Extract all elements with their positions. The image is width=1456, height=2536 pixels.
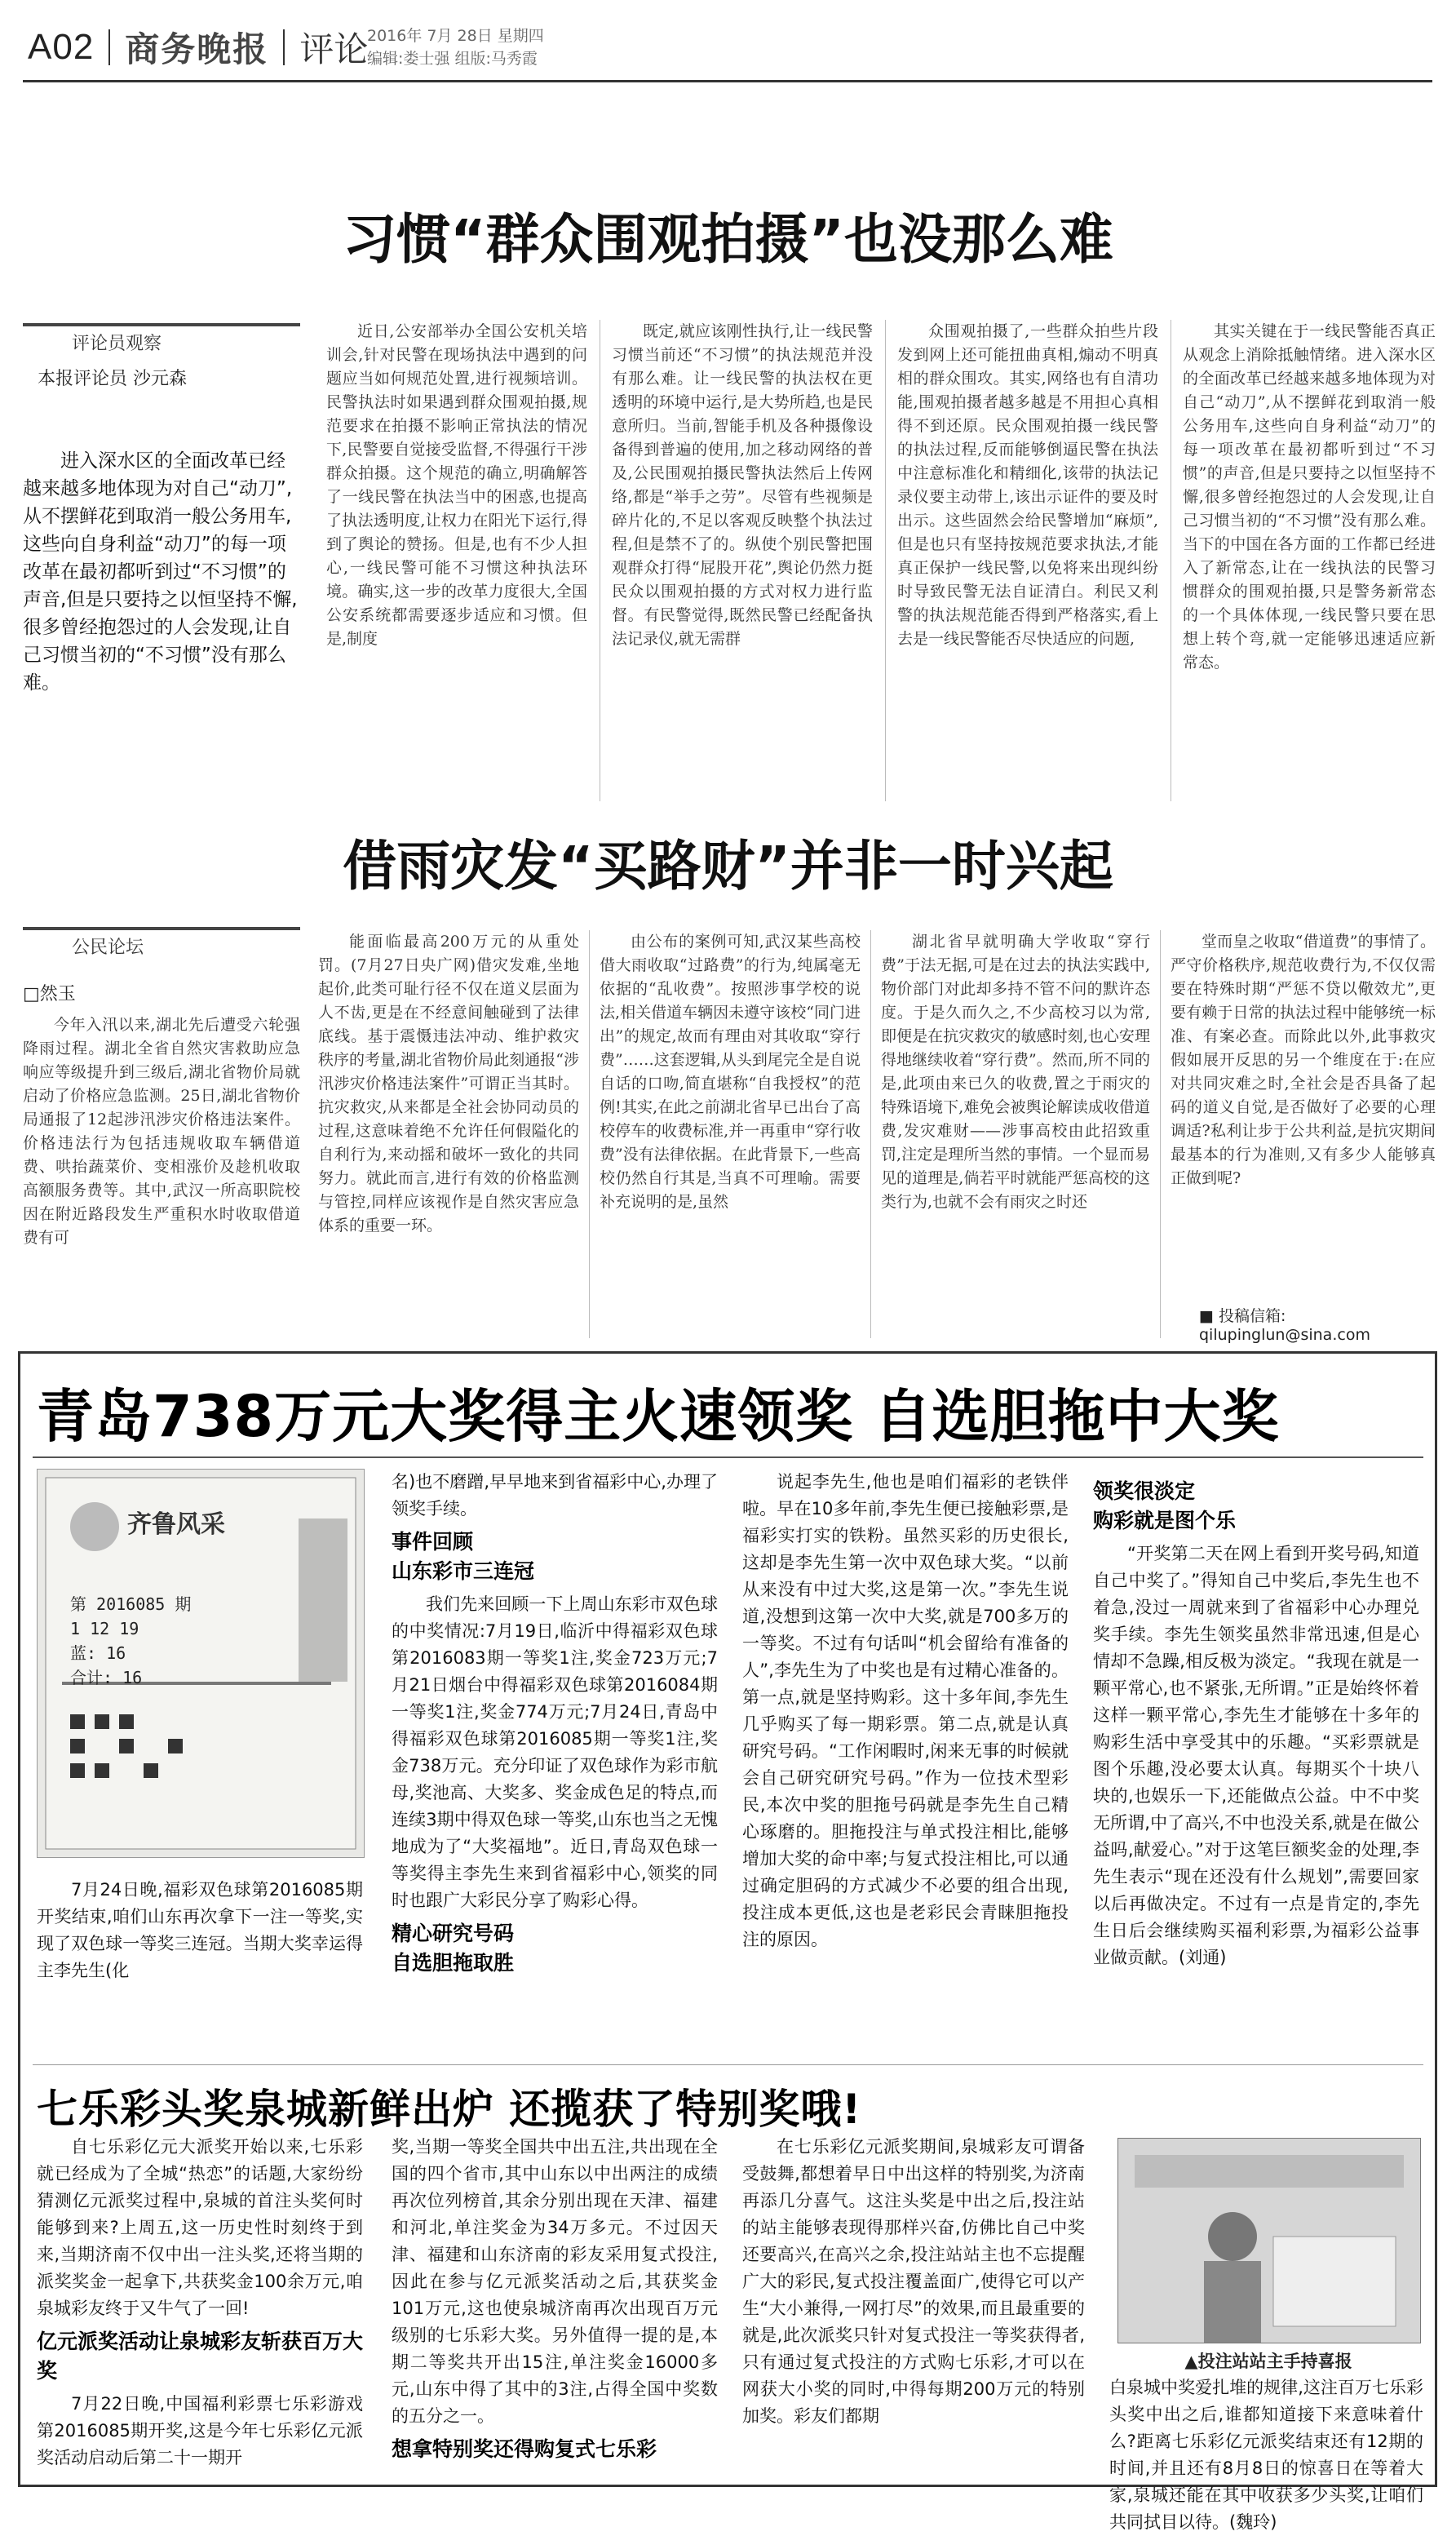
subhead: 亿元派奖活动让泉城彩友斩获百万大奖 (37, 2330, 364, 2383)
column-rule (870, 930, 871, 1338)
page-number: A02 (28, 27, 95, 67)
masthead (28, 23, 368, 72)
lottery2-column-3 (742, 2134, 1085, 2481)
winner-photo (1117, 2138, 1421, 2343)
paragraph: 湖北省早就明确大学收取“穿行费”于法无据,可是在过去的执法实践中,物价部门对此却多持不管不问的默许态度。于是久而久之,不少高校习以为常,即便是在抗灾救灾的敏感时刻,也心安理得地继续收着“穿行费”。然而,所不同的是,此项由来已久的收费,置之于雨灾的特殊语境下,难免会被舆论解读成收借道费,发灾难财——涉事高校由此招致重罚,注定是理所当然的事情。一个显而易见的道理是,倘若平时就能严惩高校的这类行为,也就不会有雨灾之时还 (881, 933, 1150, 1211)
lottery-ticket-image (37, 1469, 365, 1858)
column-rule (885, 320, 886, 801)
paragraph: “开奖第二天在网上看到开奖号码,知道自己中奖了。”得知自己中奖后,李先生也不着急,没过一周就来到了省福彩中心办理兑奖手续。李先生领奖虽然非常迅速,但是心情却不急躁,相反极为淡定。“我现在就是一颗平常心,也不紧张,无所谓。”正是始终怀着这样一颗平常心,李先生才能够在十多年的购彩生活中享受其中的乐趣。“买彩票就是图个乐趣,没必要太认真。每期买个十块八块的,也娱乐一下,还能做点公益。中不中奖无所谓,中了高兴,不中也没关系,就是在做公益吗,献爱心。”对于这笔巨额奖金的处理,李先生表示“现在还没有什么规划”,需要回家以后再做决定。不过有一点是肯定的,李先生日后会继续购买福利彩票,为福彩公益事业做贡献。(刘通) (1093, 1544, 1419, 1967)
paragraph: 白泉城中奖爱扎堆的规律,这注百万七乐彩头奖中出之后,谁都知道接下来意味着什么?距离七乐彩亿元派奖结束还有12期的时间,并且还有8月8日的惊喜日在等着大家,泉城还能在其中收获多少头奖,让咱们共同拭目以待。(魏玲) (1109, 2378, 1423, 2532)
paragraph: 奖,当期一等奖全国共中出五注,共出现在全国的四个省市,其中山东以中出两注的成绩再次位列榜首,其余分别出现在天津、福建和河北,单注奖金为34万多元。不过因天津、福建和山东济南的彩友采用复式投注,因此在参与亿元派奖活动之后,其获奖金101万元,这也使泉城济南再次出现百万元级别的七乐彩大奖。另外值得一提的是,本期二等奖共开出15注,单注奖金16000多元,山东中得了其中的3注,占得全国中奖数的五分之一。 (392, 2137, 718, 2426)
ticket-title: 齐鲁风采 (127, 1510, 225, 1539)
masthead-rule (23, 80, 1432, 82)
lottery2-column-2 (392, 2134, 718, 2481)
lottery2-column-1 (37, 2134, 363, 2481)
paragraph: 堂而皇之收取“借道费”的事情了。严守价格秩序,规范收费行为,不仅仅需要在特殊时期“严惩不贷以儆效尤”,更要有赖于日常的执法过程中能够统一标准、有案必查。而除此以外,此事救灾假如展开反思的另一个维度在于:在应对共同灾难之时,全社会是否具备了起码的道义自觉,是否做好了必要的心理调适?私利让步于公共利益,是抗灾期间最基本的行为准则,又有多少人能够真正做到呢? (1171, 933, 1436, 1187)
article1-headline: 习惯“群众围观拍摄”也没那么难 (343, 208, 1113, 271)
paragraph: 7月22日晚,中国福利彩票七乐彩游戏第2016085期开奖,这是今年七乐彩亿元派奖活动启动后第二十一期开 (37, 2394, 363, 2467)
article2-sidebar (23, 927, 300, 1348)
column-name: 公民论坛 (23, 927, 300, 962)
ticket-line: 第 2016085 期 (70, 1594, 192, 1614)
lottery2-column-4 (1109, 2374, 1423, 2532)
article1-column-4 (1183, 320, 1436, 809)
paragraph: 说起李先生,他也是咱们福彩的老铁伴啦。早在10多年前,李先生便已接触彩票,是福彩实打实的铁粉。虽然买彩的历史很长,这却是李先生第一次中双色球大奖。“以前从来没有中过大奖,这是第一次。”李先生说道,没想到这第一次中大奖,就是700多万的一等奖。不过有句话叫“机会留给有准备的人”,李先生为了中奖也是有过精心准备的。第一点,就是坚持购彩。这十多年间,李先生几乎购买了每一期彩票。第二点,就是认真研究号码。“工作闲暇时,闲来无事的时候就会自己研究研究号码。”作为一位技术型彩民,本次中奖的胆拖号码就是李先生自己精心琢磨的。胆拖投注与单式投注相比,能够增加大奖的命中率;与复式投注相比,可以通过确定胆码的方式减少不必要的组合出现,投注成本更低,这也是老彩民会青睐胆拖投注的原因。 (742, 1472, 1069, 1949)
article2-column-1 (23, 1013, 300, 1348)
ticket-line: 蓝: 16 (70, 1643, 126, 1663)
paragraph: 自七乐彩亿元大派奖开始以来,七乐彩就已经成为了全城“热恋”的话题,大家纷纷猜测亿元派奖过程中,泉城的首注头奖何时能够到来?上周五,这一历史性时刻终于到来,当期济南不仅中出一注头奖,还将当期的派奖奖金一起拿下,共获奖金100余万元,咱泉城彩友终于又牛气了一回! (37, 2137, 363, 2318)
person-icon (1208, 2212, 1257, 2261)
paragraph: 在七乐彩亿元派奖期间,泉城彩友可谓备受鼓舞,都想着早日中出这样的特别奖,为济南再添几分喜气。这注头奖是中出之后,投注站的站主能够表现得那样兴奋,仿佛比自己中奖还要高兴,在高兴之余,投注站站主也不忘提醒广大的彩民,复式投注覆盖面广,使得它可以产生“大小兼得,一网打尽”的效果,而且最重要的就是,此次派奖只针对复式投注一等奖获得者,只有通过复式投注的方式购七乐彩,才可以在网获大小奖的同时,中得每期200万元的特别加奖。彩友们都期 (742, 2137, 1085, 2426)
editors: 编辑:娄士强 组版:马秀霞 (367, 50, 538, 68)
subhead: 事件回顾 山东彩市三连冠 (392, 1530, 535, 1583)
issue-date: 2016年 7月 28日 星期四 (367, 27, 544, 45)
paragraph: 众围观拍摄了,一些群众拍些片段发到网上还可能扭曲真相,煽动不明真相的群众围攻。其实,网络也有自清功能,围观拍摄者越多越是不用担心真相得不到还原。民众围观拍摄一线民警的执法过程,反而能够倒逼民警在执法中注意标准化和精细化,该带的执法记录仪要主动带上,该出示证件的要及时出示。这些固然会给民警增加“麻烦”,但是也只有坚持按规范要求执法,才能真正保护一线民警,以免将来出现纠纷时导致民警无法自证清白。利民又利警的执法规范能否得到严格落实,看上去是一线民警能否尽快适应的问题, (897, 322, 1158, 648)
article1-column-2 (612, 320, 873, 809)
contact-email[interactable]: qilupinglun@sina.com (1199, 1326, 1370, 1344)
divider (108, 29, 110, 65)
newspaper-logo: 商务晚报 (125, 29, 269, 69)
paragraph: 7月24日晚,福彩双色球第2016085期开奖结束,咱们山东再次拿下一注一等奖,实现了双色球一等奖三连冠。当期大奖幸运得主李先生(化 (37, 1880, 363, 1980)
section-rule (33, 2064, 1423, 2065)
paragraph: 我们先来回顾一下上周山东彩市双色球的中奖情况:7月19日,临沂中得福彩双色球第2016083期一等奖1注,奖金723万元;7月21日烟台中得福彩双色球第2016084期一等奖1注,奖金774万元;7月24日,青岛中得福彩双色球第2016085期一等奖1注,奖金738万元。充分印证了双色球作为彩市航母,奖池高、大奖多、奖金成色足的特点,而连续3期中得双色球一等奖,山东也当之无愧地成为了“大奖福地”。近日,青岛双色球一等奖得主李先生来到省福彩中心,领奖的同时也跟广大彩民分享了购彩心得。 (392, 1594, 718, 1910)
byline: □然玉 (23, 984, 76, 1004)
section-name: 评论 (299, 29, 369, 69)
divider (283, 29, 285, 65)
ticket-lines (70, 1592, 191, 1690)
article2-column-2 (318, 930, 579, 1338)
headline-rule (33, 1456, 1423, 1458)
column-rule (589, 930, 590, 1338)
paragraph: 名)也不磨蹭,早早地来到省福彩中心,办理了领奖手续。 (392, 1472, 718, 1518)
article1-sidebar (23, 323, 300, 697)
ticket-line: 1 12 19 (70, 1619, 139, 1638)
paragraph: 其实关键在于一线民警能否真正从观念上消除抵触情绪。进入深水区的全面改革已经越来越多地体现为对自己“动刀”,从不摆鲜花到取消一般公务用车,这些向自身利益“动刀”的每一项改革在最初都听到过“不习惯”的声音,但是只要持之以恒坚持不懈,很多曾经抱怨过的人会发现,让自己习惯当初的“不习惯”没有那么难。当下的中国在各方面的工作都已经进入了新常态,让在一线执法的民警习惯群众的围观拍摄,只是警务新常态的一个具体体现,一线民警只要在思想上转个弯,就一定能够迅速适应新常态。 (1183, 322, 1436, 672)
lottery2-headline: 七乐彩头奖泉城新鲜出炉 还揽获了特别奖哦! (37, 2086, 862, 2133)
column-rule (1160, 930, 1161, 1338)
lottery1-column-4 (1093, 1477, 1419, 2048)
ticket-line: 合计: 16 (70, 1668, 143, 1687)
paragraph: 今年入汛以来,湖北先后遭受六轮强降雨过程。湖北全省自然灾害救助应急响应等级提升到三级后,湖北省物价局就启动了价格应急监测。25日,湖北省物价局通报了12起涉汛涉灾价格违法案件。价格违法行为包括违规收取车辆借道费、哄抬蔬菜价、变相涨价及趁机收取高额服务费等。其中,武汉一所高职院校因在附近路段发生严重积水时收取借道费有可 (23, 1016, 300, 1247)
photo-graphic (1118, 2139, 1420, 2343)
paragraph: 能面临最高200万元的从重处罚。(7月27日央广网)借灾发难,坐地起价,此类可耻行径不仅在道义层面为人不齿,更是在不经意间触碰到了法律底线。基于震慑违法冲动、维护救灾秩序的考量,湖北省物价局此刻通报“涉汛涉灾价格违法案件”可谓正当其时。抗灾救灾,从来都是全社会协同动员的过程,这意味着绝不允许任何假隘化的自利行为,来动摇和破坏一致化的共同努力。就此而言,进行有效的价格监测与管控,同样应该视作是自然灾害应急体系的重要一环。 (318, 933, 579, 1235)
article2-column-3 (600, 930, 861, 1338)
lottery1-headline: 青岛738万元大奖得主火速领奖 自选胆拖中大奖 (37, 1383, 1280, 1450)
article2-column-4 (881, 930, 1150, 1338)
ticket-caption (37, 1877, 363, 2040)
mail-icon: ■ (1199, 1307, 1214, 1325)
article1-column-1 (326, 320, 587, 809)
article2-headline: 借雨灾发“买路财”并非一时兴起 (343, 835, 1113, 898)
article2-column-5 (1171, 930, 1436, 1297)
paragraph: 近日,公安部举办全国公安机关培训会,针对民警在现场执法中遇到的问题应当如何规范处置,进行视频培训。民警执法时如果遇到群众围观拍摄,规范要求在拍摄不影响正常执法的情况下,民警要自觉接受监督,不得强行干涉群众拍摄。这个规范的确立,明确解答了一线民警在执法当中的困惑,也提高了执法透明度,让权力在阳光下运行,得到了舆论的赞扬。但是,也有不少人担心,一线民警可能不习惯这种执法环境。确实,这一步的改革力度很大,全国公安系统都需要逐步适应和习惯。但是,制度 (326, 322, 587, 648)
byline: 本报评论员 沙元森 (38, 369, 187, 389)
column-name: 评论员观察 (23, 323, 300, 358)
lottery-logo-icon (70, 1502, 119, 1551)
paragraph: 由公布的案例可知,武汉某些高校借大雨收取“过路费”的行为,纯属毫无依据的“乱收费”。按照涉事学校的说法,相关借道车辆因未遵守该校“同门进出”的规定,故而有理由对其收取“穿行费”……这套逻辑,从头到尾完全是自说自话的口吻,简直堪称“自我授权”的范例!其实,在此之前湖北省早已出台了高校停车的收费标准,并一再重申“穿行收费”没有法律依据。在此背景下,一些高校仍然自行其是,当真不可理喻。需要补充说明的是,虽然 (600, 933, 861, 1211)
subhead: 精心研究号码 自选胆拖取胜 (392, 1922, 515, 1975)
lottery1-column-3 (742, 1469, 1069, 2040)
subhead: 想拿特别奖还得购复式七乐彩 (392, 2437, 657, 2461)
subhead: 领奖很淡定 购彩就是图个乐 (1093, 1479, 1237, 1532)
lead-paragraph: 进入深水区的全面改革已经越来越多地体现为对自己“动刀”,从不摆鲜花到取消一般公务用车,这些向自身利益“动刀”的每一项改革在最初都听到过“不习惯”的声音,但是只要持之以恒坚持不懈,很多曾经抱怨过的人会发现,让自己习惯当初的“不习惯”没有那么难。 (23, 450, 298, 694)
lottery1-column-2 (392, 1469, 718, 2056)
date-info (367, 24, 544, 70)
contact-label: 投稿信箱: (1219, 1307, 1286, 1325)
paragraph: 既定,就应该刚性执行,让一线民警习惯当前还“不习惯”的执法规范并没有那么难。让一线民警的执法权在更透明的环境中运行,是大势所趋,也是民意所归。当前,智能手机及各种摄像设备得到普遍的使用,加之移动网络的普及,公民围观拍摄民警执法然后上传网络,都是“举手之劳”。尽管有些视频是碎片化的,不足以客观反映整个执法过程,但是禁不了的。纵使个别民警把围观群众打得“屁股开花”,舆论仍然力挺民众以围观拍摄的方式对权力进行监督。有民警觉得,既然民警已经配备执法记录仪,就无需群 (612, 322, 873, 648)
article1-column-3 (897, 320, 1158, 809)
photo-caption: ▲投注站站主手持喜报 (1184, 2352, 1352, 2371)
contact-line (1199, 1304, 1456, 1344)
